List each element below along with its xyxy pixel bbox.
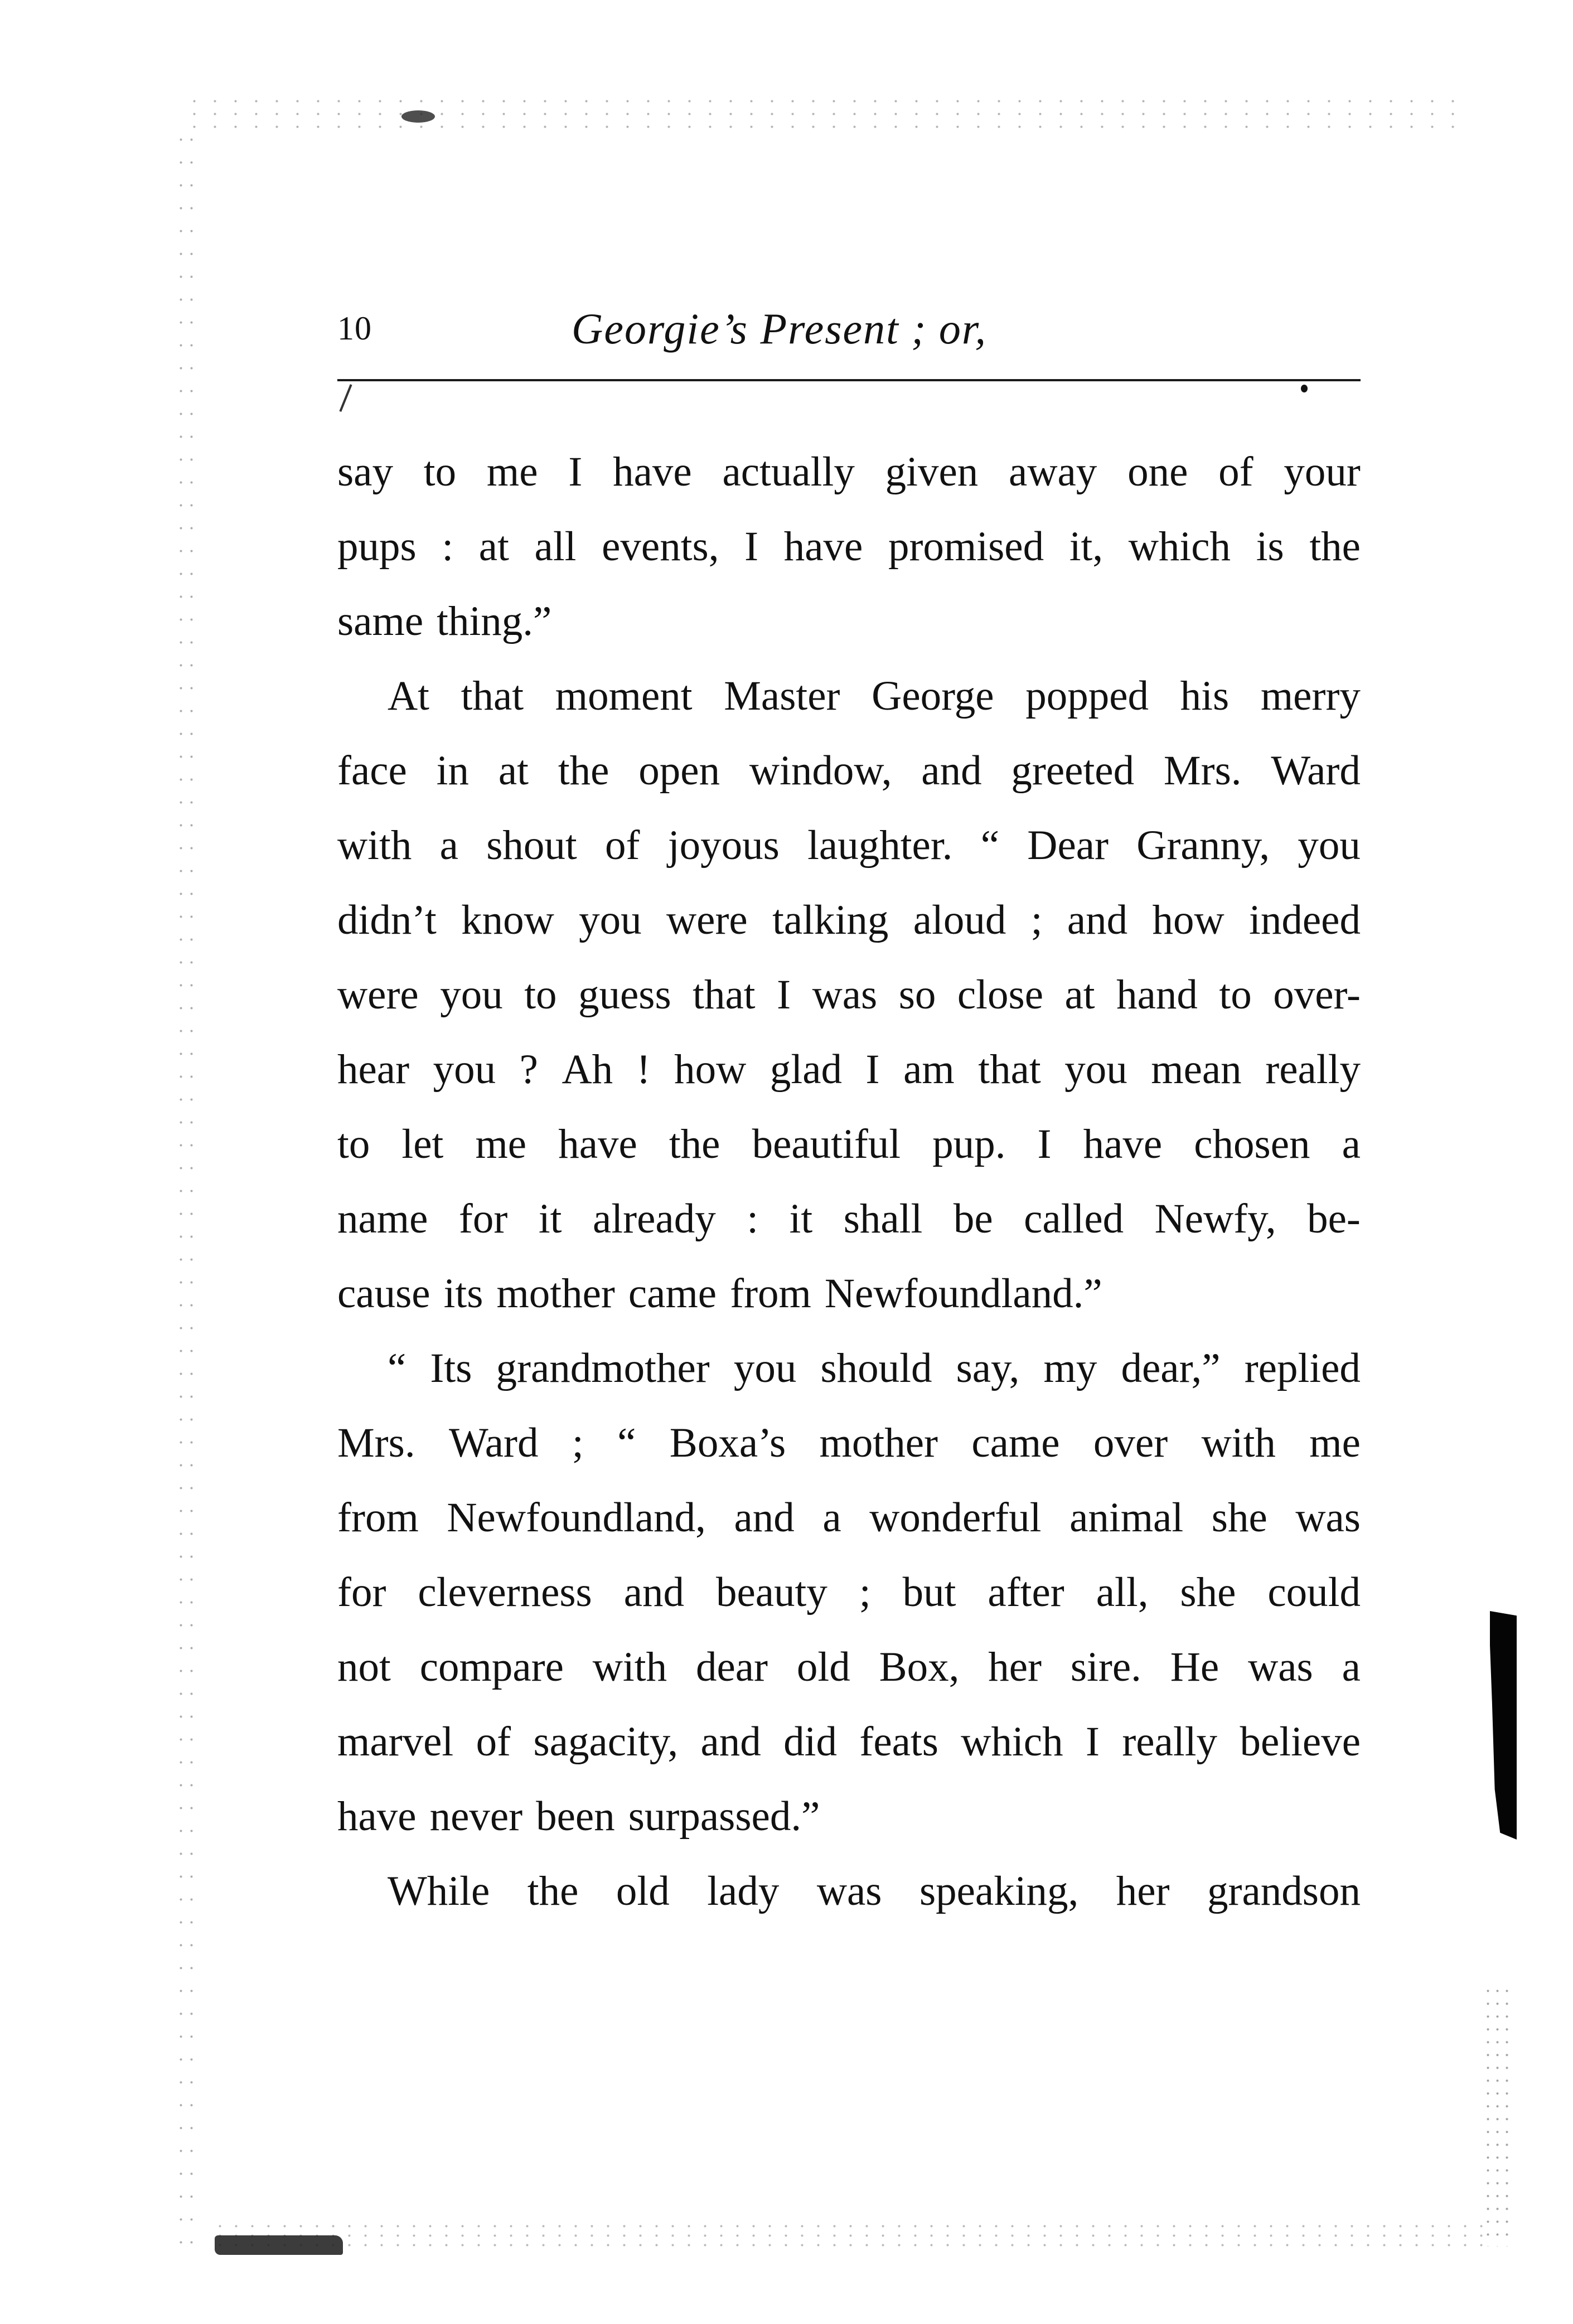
right-edge-speckle	[1483, 1985, 1514, 2247]
text-line: were you to guess that I was so close at hand to over-	[337, 972, 1361, 1018]
text-line: with a shout of joyous laughter. “ Dear Granny, you	[337, 822, 1361, 869]
bottom-edge-speckle	[212, 2221, 1494, 2249]
top-edge-speckle	[184, 95, 1466, 128]
corner-smudge	[215, 2235, 343, 2255]
text-line: name for it already : it shall be called Newfy, be-	[337, 1196, 1361, 1242]
text-line: face in at the open window, and greeted Mrs. Ward	[337, 748, 1361, 794]
page-header	[337, 304, 1358, 365]
text-line: not compare with dear old Box, her sire. He was a	[337, 1644, 1361, 1690]
text-line: to let me have the beautiful pup. I have chosen a	[337, 1121, 1361, 1167]
page-number: 10	[337, 310, 372, 347]
ink-smudge	[401, 110, 435, 123]
text-line: At that moment Master George popped his merry	[388, 673, 1361, 719]
rule-ink-mark	[339, 384, 352, 412]
text-line: say to me I have actually given away one of your	[337, 449, 1361, 495]
header-rule	[337, 379, 1361, 381]
text-line: marvel of sagacity, and did feats which I really believe	[337, 1719, 1361, 1765]
text-line: hear you ? Ah ! how glad I am that you mean really	[337, 1046, 1361, 1093]
text-line: have never been surpassed.”	[337, 1793, 820, 1840]
body-text	[337, 435, 1361, 1929]
text-line: for cleverness and beauty ; but after all, she could	[337, 1569, 1361, 1615]
text-line: same thing.”	[337, 598, 552, 644]
thumb-index-tab	[1490, 1611, 1517, 1840]
left-edge-speckle	[176, 128, 198, 2258]
rule-ink-dot	[1301, 385, 1308, 392]
text-line: pups : at all events, I have promised it, which is the	[337, 523, 1361, 570]
text-line: cause its mother came from Newfoundland.”	[337, 1270, 1102, 1317]
text-line: from Newfoundland, and a wonderful animal she was	[337, 1495, 1361, 1541]
running-head: Georgie’s Present ; or,	[572, 304, 988, 353]
text-line: “ Its grandmother you should say, my dear,” replied	[388, 1345, 1361, 1391]
text-line: didn’t know you were talking aloud ; and how indeed	[337, 897, 1361, 943]
text-line: While the old lady was speaking, her grandson	[388, 1868, 1361, 1914]
text-line: Mrs. Ward ; “ Boxa’s mother came over with me	[337, 1420, 1361, 1466]
